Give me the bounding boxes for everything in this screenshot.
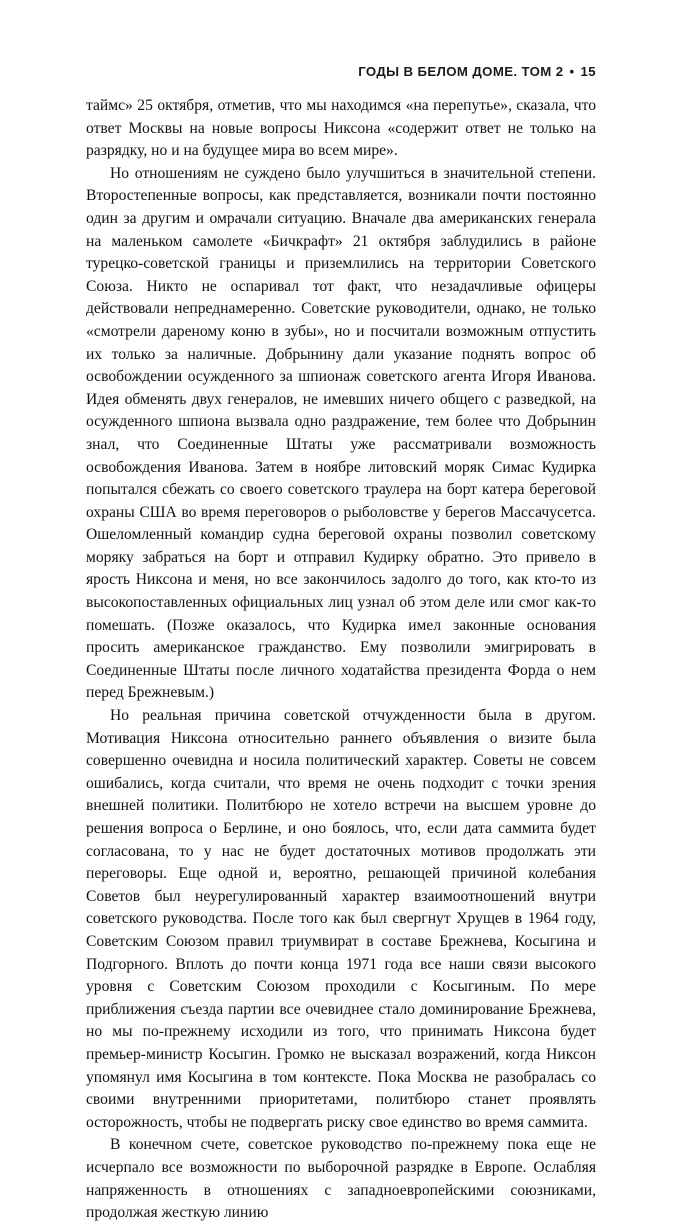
running-header [358,64,596,79]
paragraph: В конечном счете, советское руководство по-прежнему пока еще не исчерпало все возможности по выборочной разрядке в Европе. Ослабляя напряженность в отношениях с западноевропейскими союзниками, продолжая жесткую линию [86,1136,596,1222]
paragraph: Но отношениям не суждено было улучшиться в значительной степени. Второстепенные вопросы, как представляется, возникали почти постоянно один за другим и омрачали ситуацию. Вначале два американских генерала на маленьком самолете «Бичкрафт» 21 октября заблудились в районе турецко-советской границы и приземлились на территории Советского Союза. Никто не оспаривал тот факт, что незадачливые офицеры действовали непреднамеренно. Советские руководители, однако, не только «смотрели дареному коню в зубы», но и посчитали возможным отпустить их только за наличные. Добрынину дали указание поднять вопрос об освобождении осужденного за шпионаж советского агента Игоря Иванова. Идея обменять двух генералов, не имевших ничего общего с разведкой, на осужденного шпиона вызвала одно раздражение, тем более что Добрынин знал, что Соединенные Штаты уже рассматривали возможность освобождения Иванова. Затем в ноябре литовский моряк Симас Кудирка попытался сбежать со своего советского траулера на борт катера береговой охраны США во время переговоров о рыболовстве у берегов Массачусетса. Ошеломленный командир судна береговой охраны позволил советскому моряку забраться на борт и отправил Кудирку обратно. Это привело в ярость Никсона и меня, но все закончилось задолго до того, как кто-то из высокопоставленных официальных лиц узнал об этом деле или смог как-то помешать. (Позже оказалось, что Кудирка имел законные основания просить американское гражданство. Ему позволили эмигрировать в Соединенные Штаты после личного ходатайства президента Форда о нем перед Брежневым.) [86,164,596,702]
page-body [86,95,596,1225]
paragraph: таймс» 25 октября, отметив, что мы находимся «на перепутье», сказала, что ответ Москвы на новые вопросы Никсона «содержит ответ не только на разрядку, но и на будущее мира во всем мире». [86,97,596,160]
paragraph: Но реальная причина советской отчужденности была в другом. Мотивация Никсона относительно раннего объявления о визите была совершенно очевидна и носила политический характер. Советы не совсем ошибались, когда считали, что время не очень подходит с точки зрения внешней политики. Политбюро не хотело встречи на высшем уровне до решения вопроса о Берлине, и оно боялось, что, если дата саммита будет согласована, то у нас не будет достаточных мотивов продолжать эти переговоры. Еще одной и, вероятно, решающей причиной колебания Советов был неурегулированный характер взаимоотношений внутри советского руководства. После того как был свергнут Хрущев в 1964 году, Советским Союзом правил триумвират в составе Брежнева, Косыгина и Подгорного. Вплоть до почти конца 1971 года все наши связи высокого уровня с Советским Союзом проходили с Косыгиным. По мере приближения съезда партии все очевиднее стало доминирование Брежнева, но мы по-прежнему исходили из того, что принимать Никсона будет премьер-министр Косыгин. Громко не высказал возражений, когда Никсон упомянул имя Косыгина в том контексте. Пока Москва не разобралась со своими внутренними приоритетами, политбюро станет проявлять осторожность, чтобы не подвергать риску свое единство во время саммита. [86,707,596,1131]
book-title: ГОДЫ В БЕЛОМ ДОМЕ. ТОМ 2 [358,64,564,79]
header-separator: • [569,64,575,79]
page-number: 15 [580,64,596,79]
